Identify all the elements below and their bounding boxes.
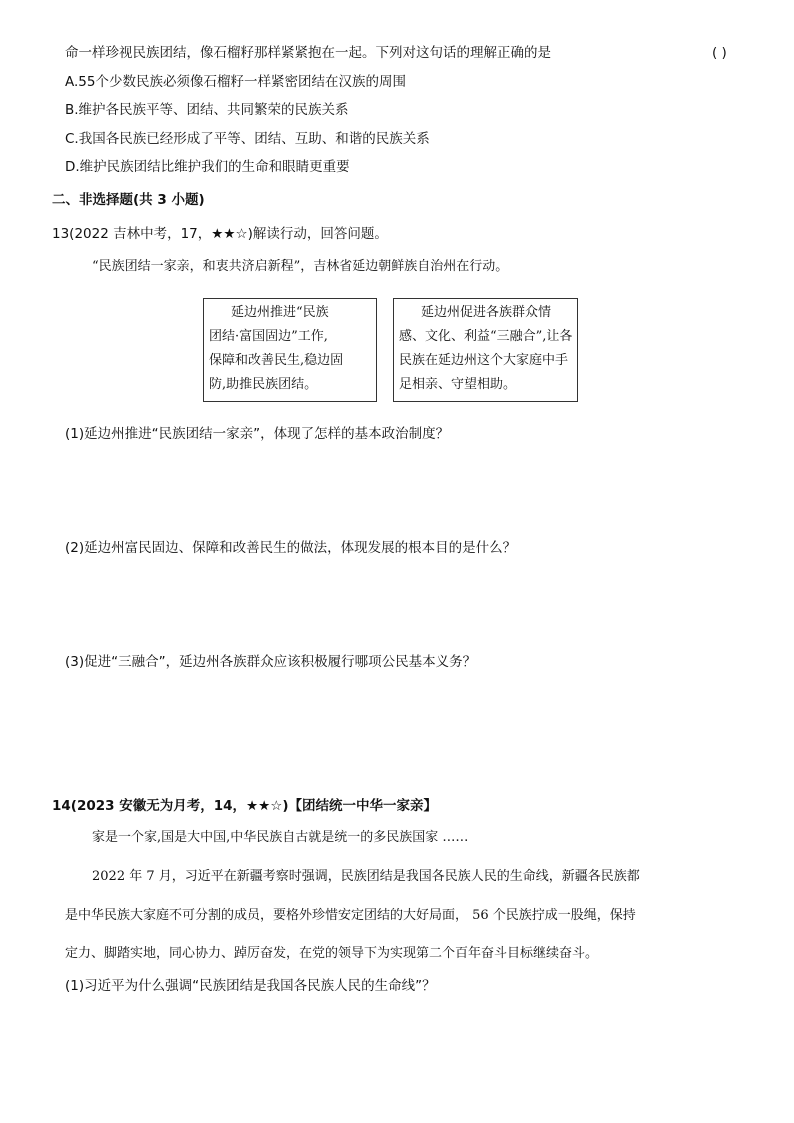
q13-sub1: (1)延边州推进“民族团结一家亲”，体现了怎样的基本政治制度？ xyxy=(65,426,450,442)
q13-box-right xyxy=(393,298,578,402)
q14-para2-line1: 2022 年 7 月，习近平在新疆考察时强调，民族团结是我国各民族人民的生命线，新疆各民族都 xyxy=(92,869,640,884)
q13-sub2: (2)延边州富民固边、保障和改善民生的做法，体现发展的根本目的是什么？ xyxy=(65,540,517,556)
box-left-line: 防,助推民族团结。 xyxy=(209,377,318,392)
q13-box-left xyxy=(203,298,377,402)
q14-para2-line3: 定力、脚踏实地，同心协力、踔厉奋发，在党的领导下为实现第二个百年奋斗目标继续奋斗。 xyxy=(65,946,599,961)
q13-sub3: (3)促进“三融合”，延边州各族群众应该积极履行哪项公民基本义务？ xyxy=(65,654,477,670)
q12-stem: 命一样珍视民族团结，像石榴籽那样紧紧抱在一起。下列对这句话的理解正确的是 xyxy=(65,45,551,61)
box-left-line: 保障和改善民生,稳边固 xyxy=(209,353,344,368)
q12-option-d: D.维护民族团结比维护我们的生命和眼睛更重要 xyxy=(65,159,350,175)
q14-para1: 家是一个家,国是大中国,中华民族自古就是统一的多民族国家 …… xyxy=(92,830,469,845)
box-right-line: 民族在延边州这个大家庭中手 xyxy=(399,353,569,368)
q14-para2-line2: 是中华民族大家庭不可分割的成员，要格外珍惜安定团结的大好局面， 56 个民族拧成一股绳，保持 xyxy=(65,908,636,923)
box-left-line: 延边州推进“民族 xyxy=(231,305,329,320)
q12-option-a: A.55个少数民族必须像石榴籽一样紧密团结在汉族的周围 xyxy=(65,74,406,90)
q12-option-c: C.我国各民族已经形成了平等、团结、互助、和谐的民族关系 xyxy=(65,131,430,147)
box-left-line: 团结·富国固边”工作, xyxy=(209,329,328,344)
q13-intro: “民族团结一家亲，和衷共济启新程”，吉林省延边朝鲜族自治州在行动。 xyxy=(92,259,509,274)
q13-header: 13(2022 吉林中考，17，★★☆)解读行动，回答问题。 xyxy=(52,226,388,242)
section-heading: 二、非选择题(共 3 小题) xyxy=(52,192,205,208)
q14-header: 14(2023 安徽无为月考，14，★★☆)【团结统一中华一家亲】 xyxy=(52,798,437,814)
q14-sub1: (1)习近平为什么强调“民族团结是我国各民族人民的生命线”？ xyxy=(65,978,436,994)
box-right-line: 延边州促进各族群众情 xyxy=(421,305,552,320)
box-right-line: 感、文化、利益“三融合”,让各 xyxy=(399,329,573,344)
q12-answer-paren: ( ) xyxy=(712,45,727,61)
q12-option-b: B.维护各民族平等、团结、共同繁荣的民族关系 xyxy=(65,102,349,118)
box-right-line: 足相亲、守望相助。 xyxy=(399,377,517,392)
